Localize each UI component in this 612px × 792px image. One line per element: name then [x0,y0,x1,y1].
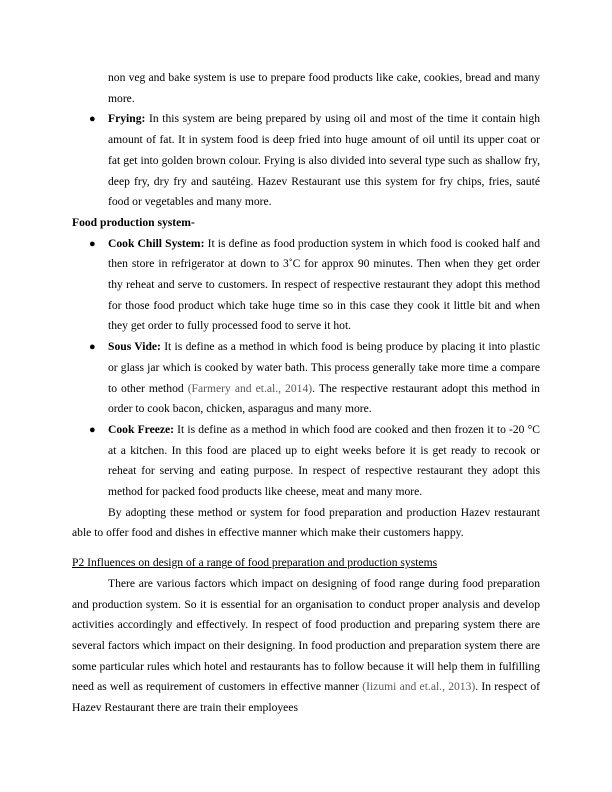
p2-heading: P2 Influences on design of a range of food preparation and production systems [72,556,438,570]
bullet-cook-freeze [72,420,540,503]
citation: (Farmery and et.al., 2014) [187,381,313,395]
bullet-text-end: . The respective restaurant adopt this method in order to cook bacon, chicken, asparagus and many more. [108,381,540,416]
bullet-text: It is define as a method in which food is being produce by placing it into plastic or glass jar which is cooked by water bath. This process generally take more time a compare to other method [108,340,541,395]
p2-text-end: . In respect of Hazev Restaurant there are train their employees [72,680,540,715]
intro-continuation: non veg and bake system is use to prepare food products like cake, cookies, bread and many more. [108,71,540,105]
bullet-label: Sous Vide: [108,340,161,354]
bullet-label: Cook Chill System: [108,236,205,250]
document-body [72,68,540,719]
bullet-icon: ● [89,237,96,250]
section-heading: Food production system- [72,215,195,229]
citation: (Iizumi and et.al., 2013) [362,680,476,694]
bullet-cook-chill [72,234,540,338]
bullet-label: Frying: [108,112,146,126]
p2-paragraph [72,574,540,719]
bullet-label: Cook Freeze: [108,422,175,436]
bullet-icon: ● [89,341,96,354]
bullet-icon: ● [89,423,96,436]
bullet-sous-vide [72,337,540,420]
bullet-frying [72,109,540,213]
bullet-text: It is define as a method in which food are cooked and then frozen it to -20 °C at a kitchen. In this food are placed up to eight weeks before it is get ready to recook or reheat for serving and eating purpose. In respect of respective restaurant they adopt this method for packed food products like cheese, meat and many more. [108,422,540,499]
bullet-icon: ● [89,113,96,126]
bullet-text: In this system are being prepared by using oil and most of the time it contain high amount of fat. It in system food is deep fried into huge amount of oil until its upper coat or fat get into golden brown colour. Frying is also divided into several type such as shallow fry, deep fry, dry fry and sautéing. Hazev Restaurant use this system for fry chips, fries, sauté food or vegetables and many more. [108,112,540,209]
conclusion-paragraph: By adopting these method or system for food preparation and production Hazev restaurant able to offer food and dishes in effective manner which make their customers happy. [72,505,540,540]
p2-text: There are various factors which impact on designing of food range during food preparation and production system. So it is essential for an organisation to conduct proper analysis and develop activities accordingly and effectively. In respect of food production and preparing system there are several factors which impact on their designing. In food production and preparation system there are some particular rules which hotel and restaurants has to follow because it will help them in fulfilling need as well as requirement of customers in effective manner [72,576,540,694]
bullet-text: It is define as food production system in which food is cooked half and then store in refrigerator at down to 3˚C for approx 90 minutes. Then when they get order thy reheat and serve to customers. In respect of respective restaurant they adopt this method for those food product which take huge time so in this case they cook it little bit and when they get order to fully processed food to serve it hot. [108,236,540,333]
